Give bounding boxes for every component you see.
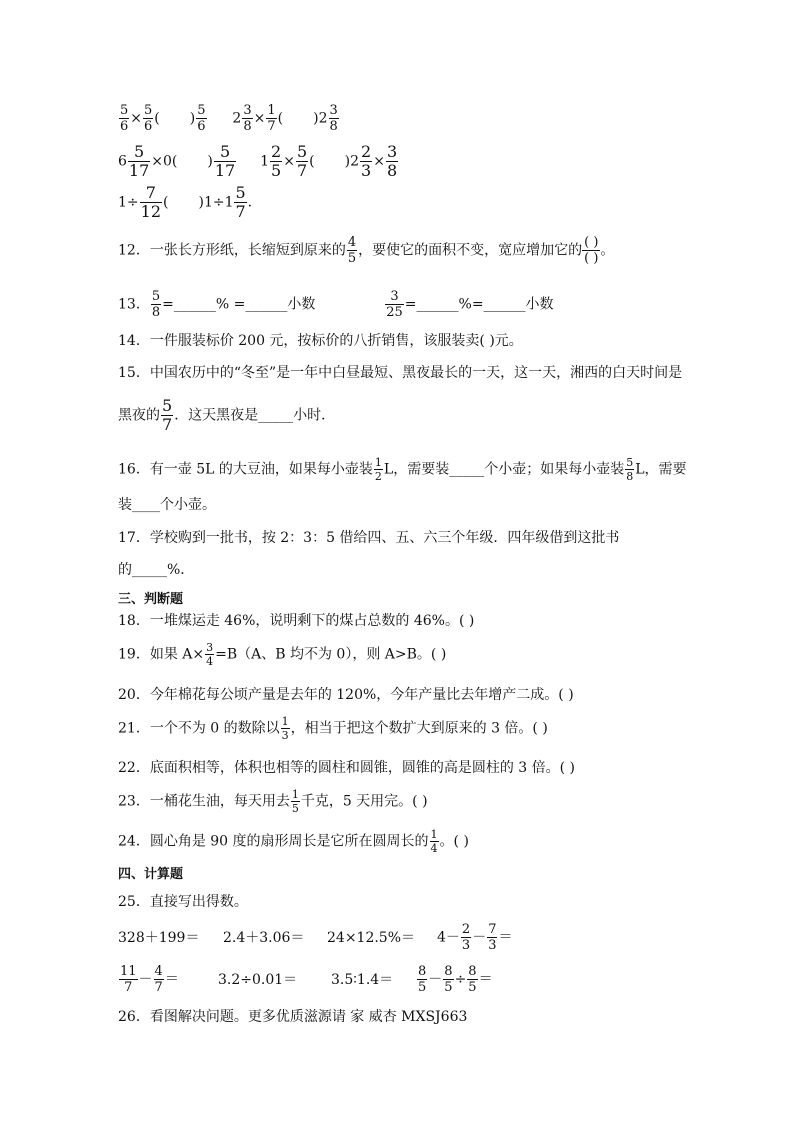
question-13: 13． $\frac{5}{8}$ =______% =______小数 $\frac{3}{25}$ =______%=______小数 — [118, 289, 554, 320]
question-16-line-1: 16．有一壶 5L 的大豆油，如果每小壶装 $\frac{1}{2}$ L，需要装_____个小壶；如果每小壶装 $\frac{5}{8}$ L，需要 — [118, 456, 687, 483]
question-14: 14．一件服装标价 200 元，按标价的八折销售，该服装卖( )元。 — [118, 333, 523, 349]
fraction: $\frac{5}{17}$ — [128, 142, 150, 180]
fraction: $\frac{3}{25}$ — [386, 289, 403, 320]
question-22: 22．底面积相等，体积也相等的圆柱和圆锥，圆锥的高是圆柱的 3 倍。( ) — [118, 760, 575, 776]
fraction: $\frac{5}{17}$ — [214, 142, 236, 180]
answer-fraction-blank[interactable]: ( ) ( ) — [584, 235, 599, 266]
fraction: $\frac{5}{7}$ — [235, 183, 246, 221]
question-15-line-1: 15．中国农历中的“冬至”是一年中白昼最短、黑夜最长的一天，这一天，湘西的白天时间是 — [118, 365, 683, 381]
question-15-line-2: 黑夜的 $\frac{5}{7}$ ．这天黑夜是_____小时． — [118, 396, 336, 434]
fraction: $\frac{5}{6}$ — [120, 103, 129, 134]
question-21: 21．一个不为 0 的数除以 $\frac{1}{3}$ ，相当于把这个数扩大到原来的 3 倍。( ) — [118, 715, 548, 742]
section-heading-judgment: 三、判断题 — [118, 592, 184, 607]
question-23: 23．一桶花生油，每天用去 $\frac{1}{5}$ 千克，5 天用完。( ) — [118, 788, 428, 815]
fraction: $\frac{1}{4}$ — [430, 828, 438, 855]
section-heading-calculation: 四、计算题 — [118, 867, 184, 882]
fraction: $\frac{1}{7}$ — [267, 103, 276, 134]
fraction: $\frac{5}{6}$ — [197, 103, 206, 134]
fraction: $\frac{5}{7}$ — [162, 396, 173, 434]
fraction: $\frac{2}{3}$ — [361, 142, 372, 180]
fraction: $\frac{4}{5}$ — [347, 235, 357, 266]
question-24: 24．圆心角是 90 度的扇形周长是它所在圆周长的 $\frac{1}{4}$ 。( ) — [118, 828, 469, 855]
compare-row-2: 6 $\frac{5}{17}$ ×0( ) $\frac{5}{17}$ 1 $\frac{2}{5}$ × $\frac{5}{7}$ ( )2 $\frac{2}{3}$ × $\frac{3}{8}$ — [118, 142, 398, 180]
fraction: $\frac{5}{7}$ — [296, 142, 308, 180]
fraction: $\frac{8}{5}$ — [444, 964, 453, 995]
fraction: $\frac{11}{7}$ — [120, 964, 137, 995]
compare-row-3: 1÷ $\frac{7}{12}$ ( )1÷1 $\frac{5}{7}$ . — [118, 183, 253, 221]
question-17-line-2: 的_____%． — [118, 562, 195, 578]
question-26: 26．看图解决问题。更多优质滋源请 家 威杏 MXSJ663 — [118, 1009, 468, 1025]
fraction: $\frac{5}{8}$ — [151, 289, 161, 320]
fraction: $\frac{1}{5}$ — [291, 788, 299, 815]
fraction: $\frac{2}{5}$ — [271, 142, 282, 180]
fraction: $\frac{3}{4}$ — [206, 641, 214, 668]
fraction: $\frac{1}{3}$ — [281, 715, 289, 742]
question-16-line-2: 装____个小壶。 — [118, 497, 216, 513]
question-17-line-1: 17．学校购到一批书，按 2：3：5 借给四、五、六三个年级．四年级借到这批书 — [118, 530, 620, 546]
fraction: $\frac{3}{8}$ — [243, 103, 252, 134]
fraction: $\frac{8}{5}$ — [418, 964, 427, 995]
question-18: 18．一堆煤运走 46%，说明剩下的煤占总数的 46%。( ) — [118, 613, 475, 629]
compare-row-1: $\frac{5}{6}$ × $\frac{5}{6}$ ( ) $\frac{5}{6}$ 2 $\frac{3}{8}$ × $\frac{1}{7}$ ( )2 $\frac{3}{8}$ — [120, 103, 338, 134]
calc-row-2: $\frac{11}{7}$ － $\frac{4}{7}$ ＝ 3.2÷0.01＝ 3.5∶1.4＝ $\frac{8}{5}$ － $\frac{8}{5}$ ÷ $\frac{8}{5}$ ＝ — [120, 964, 493, 995]
fraction: $\frac{3}{8}$ — [386, 142, 398, 180]
question-25: 25．直接写出得数。 — [118, 894, 248, 910]
fraction: $\frac{5}{6}$ — [144, 103, 153, 134]
question-12: 12．一张长方形纸，长缩短到原来的 $\frac{4}{5}$ ，要使它的面积不变，宽应增加它的 ( ) ( ) 。 — [118, 235, 615, 266]
question-20: 20．今年棉花每公顷产量是去年的 120%，今年产量比去年增产二成。( ) — [118, 687, 574, 703]
fraction: $\frac{2}{3}$ — [461, 922, 471, 953]
fraction: $\frac{7}{3}$ — [488, 922, 497, 953]
question-19: 19．如果 A× $\frac{3}{4}$ =B（A、B 均不为 0），则 A>B。( ) — [118, 641, 447, 668]
fraction: $\frac{4}{7}$ — [154, 964, 163, 995]
fraction: $\frac{8}{5}$ — [468, 964, 477, 995]
fraction: $\frac{3}{8}$ — [329, 103, 338, 134]
fraction: $\frac{7}{12}$ — [140, 183, 161, 221]
fraction: $\frac{1}{2}$ — [374, 456, 382, 483]
calc-row-1: 328＋199＝ 2.4＋3.06＝ 24×12.5%＝ 4－ $\frac{2}{3}$ － $\frac{7}{3}$ ＝ — [118, 922, 513, 953]
fraction: $\frac{5}{8}$ — [626, 456, 634, 483]
